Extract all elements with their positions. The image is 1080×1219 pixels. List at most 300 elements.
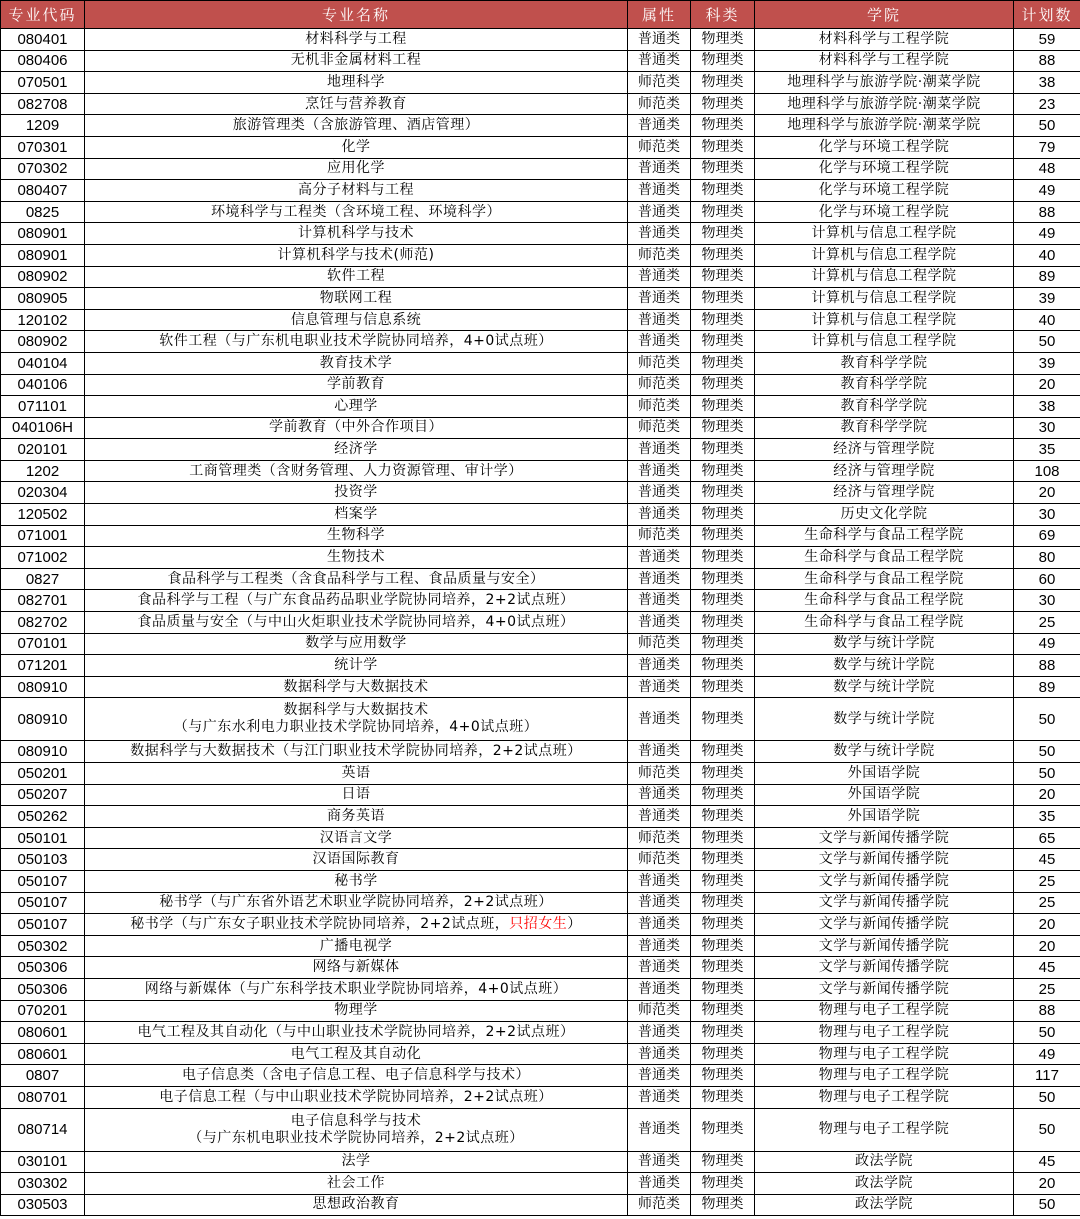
table-row — [1, 309, 1080, 331]
attribute-cell: 普通类 — [628, 935, 691, 957]
plan-count-cell: 25 — [1014, 978, 1080, 1000]
major-name-cell — [85, 1194, 628, 1216]
major-name-cell — [85, 439, 628, 461]
table-row — [1, 568, 1080, 590]
major-name-text: 物理学 — [334, 1002, 378, 1019]
subject-category-cell: 物理类 — [691, 396, 755, 418]
college-cell: 材料科学与工程学院 — [755, 50, 1014, 72]
attribute-cell: 师范类 — [628, 352, 691, 374]
header-name: 专业名称 — [85, 1, 628, 29]
table-row — [1, 914, 1080, 936]
major-name-cell — [85, 201, 628, 223]
major-name-text: 社会工作 — [327, 1174, 385, 1191]
table-row — [1, 655, 1080, 677]
header-code: 专业代码 — [1, 1, 85, 29]
plan-count-cell: 39 — [1014, 288, 1080, 310]
major-name-text: 电子信息类（含电子信息工程、电子信息科学与技术） — [182, 1067, 530, 1084]
major-name-text: 统计学 — [334, 657, 378, 674]
major-code-cell: 080406 — [1, 50, 85, 72]
major-name-cell — [85, 914, 628, 936]
major-name-text: 心理学 — [334, 397, 378, 414]
major-name-cell — [85, 50, 628, 72]
major-name-text: 无机非金属材料工程 — [290, 52, 422, 69]
table-row — [1, 115, 1080, 137]
table-row — [1, 352, 1080, 374]
table-row — [1, 1151, 1080, 1173]
attribute-cell: 普通类 — [628, 1043, 691, 1065]
major-name-text: 计算机科学与技术(师范) — [277, 246, 435, 263]
college-cell: 地理科学与旅游学院·潮菜学院 — [755, 72, 1014, 94]
major-name-cell — [85, 849, 628, 871]
subject-category-cell: 物理类 — [691, 439, 755, 461]
plan-count-cell: 45 — [1014, 1151, 1080, 1173]
subject-category-cell: 物理类 — [691, 784, 755, 806]
college-cell: 数学与统计学院 — [755, 655, 1014, 677]
major-code-cell: 1202 — [1, 460, 85, 482]
attribute-cell: 普通类 — [628, 547, 691, 569]
plan-count-cell: 89 — [1014, 266, 1080, 288]
attribute-cell: 普通类 — [628, 115, 691, 137]
major-code-cell: 050262 — [1, 806, 85, 828]
college-cell: 外国语学院 — [755, 763, 1014, 785]
major-code-cell: 070101 — [1, 633, 85, 655]
college-cell: 物理与电子工程学院 — [755, 1108, 1014, 1151]
subject-category-cell: 物理类 — [691, 331, 755, 353]
major-code-cell: 030302 — [1, 1173, 85, 1195]
major-name-cell — [85, 266, 628, 288]
major-code-cell: 030503 — [1, 1194, 85, 1216]
attribute-cell: 普通类 — [628, 978, 691, 1000]
attribute-cell: 普通类 — [628, 1108, 691, 1151]
plan-count-cell: 20 — [1014, 1173, 1080, 1195]
plan-count-cell: 20 — [1014, 482, 1080, 504]
major-code-cell: 080910 — [1, 676, 85, 698]
major-code-cell: 080910 — [1, 698, 85, 741]
college-cell: 计算机与信息工程学院 — [755, 309, 1014, 331]
college-cell: 政法学院 — [755, 1194, 1014, 1216]
major-name-text: 应用化学 — [327, 160, 385, 177]
subject-category-cell: 物理类 — [691, 957, 755, 979]
table-row — [1, 1108, 1080, 1151]
subject-category-cell: 物理类 — [691, 1194, 755, 1216]
attribute-cell: 师范类 — [628, 374, 691, 396]
subject-category-cell: 物理类 — [691, 612, 755, 634]
attribute-cell: 普通类 — [628, 1065, 691, 1087]
subject-category-cell: 物理类 — [691, 309, 755, 331]
college-cell: 教育科学学院 — [755, 374, 1014, 396]
major-name-cell — [85, 460, 628, 482]
major-code-cell: 050101 — [1, 827, 85, 849]
major-name-cell — [85, 568, 628, 590]
major-name-cell — [85, 352, 628, 374]
subject-category-cell: 物理类 — [691, 568, 755, 590]
major-name-text: 工商管理类（含财务管理、人力资源管理、审计学） — [189, 462, 523, 479]
college-cell: 地理科学与旅游学院·潮菜学院 — [755, 115, 1014, 137]
table-row — [1, 244, 1080, 266]
plan-count-cell: 20 — [1014, 914, 1080, 936]
plan-count-cell: 30 — [1014, 504, 1080, 526]
table-row — [1, 504, 1080, 526]
major-code-cell: 050107 — [1, 870, 85, 892]
college-cell: 政法学院 — [755, 1173, 1014, 1195]
table-row — [1, 1086, 1080, 1108]
major-name-cell — [85, 525, 628, 547]
attribute-cell: 普通类 — [628, 29, 691, 51]
table-row — [1, 1065, 1080, 1087]
college-cell: 计算机与信息工程学院 — [755, 331, 1014, 353]
plan-count-cell: 38 — [1014, 396, 1080, 418]
plan-count-cell: 23 — [1014, 93, 1080, 115]
college-cell: 文学与新闻传播学院 — [755, 870, 1014, 892]
major-name-text: 学前教育 — [327, 376, 385, 393]
major-name-cell — [85, 806, 628, 828]
major-code-cell: 080407 — [1, 180, 85, 202]
major-name-text: 电气工程及其自动化（与中山职业技术学院协同培养，2+2试点班） — [137, 1023, 575, 1040]
plan-count-cell: 40 — [1014, 309, 1080, 331]
attribute-cell: 普通类 — [628, 806, 691, 828]
table-row — [1, 870, 1080, 892]
major-code-cell: 082701 — [1, 590, 85, 612]
college-cell: 材料科学与工程学院 — [755, 29, 1014, 51]
subject-category-cell: 物理类 — [691, 1173, 755, 1195]
subject-category-cell: 物理类 — [691, 374, 755, 396]
table-row — [1, 1173, 1080, 1195]
major-name-cell — [85, 590, 628, 612]
major-name-cell — [85, 1065, 628, 1087]
college-cell: 数学与统计学院 — [755, 741, 1014, 763]
plan-count-cell: 49 — [1014, 1043, 1080, 1065]
subject-category-cell: 物理类 — [691, 525, 755, 547]
attribute-cell: 师范类 — [628, 1000, 691, 1022]
attribute-cell: 普通类 — [628, 1022, 691, 1044]
subject-category-cell: 物理类 — [691, 763, 755, 785]
attribute-cell: 师范类 — [628, 244, 691, 266]
plan-count-cell: 88 — [1014, 655, 1080, 677]
table-row — [1, 439, 1080, 461]
college-cell: 化学与环境工程学院 — [755, 201, 1014, 223]
table-row — [1, 741, 1080, 763]
major-code-cell: 080901 — [1, 244, 85, 266]
plan-count-cell: 50 — [1014, 698, 1080, 741]
major-name-cell — [85, 935, 628, 957]
major-name-text: 教育技术学 — [319, 354, 393, 371]
attribute-cell: 师范类 — [628, 72, 691, 94]
table-row — [1, 935, 1080, 957]
college-cell: 生命科学与食品工程学院 — [755, 590, 1014, 612]
subject-category-cell: 物理类 — [691, 676, 755, 698]
plan-count-cell: 49 — [1014, 180, 1080, 202]
subject-category-cell: 物理类 — [691, 698, 755, 741]
major-name-cell — [85, 870, 628, 892]
major-code-cell: 080910 — [1, 741, 85, 763]
table-row — [1, 827, 1080, 849]
plan-count-cell: 60 — [1014, 568, 1080, 590]
subject-category-cell: 物理类 — [691, 417, 755, 439]
attribute-cell: 师范类 — [628, 633, 691, 655]
attribute-cell: 普通类 — [628, 784, 691, 806]
attribute-cell: 普通类 — [628, 698, 691, 741]
plan-count-cell: 38 — [1014, 72, 1080, 94]
major-name-text: 数学与应用数学 — [305, 635, 407, 652]
major-code-cell: 0827 — [1, 568, 85, 590]
table-row — [1, 50, 1080, 72]
table-row — [1, 763, 1080, 785]
major-name-cell — [85, 223, 628, 245]
major-name-text: 经济学 — [334, 441, 378, 458]
table-row — [1, 784, 1080, 806]
major-code-cell: 070302 — [1, 158, 85, 180]
major-name-text: 计算机科学与技术 — [298, 225, 414, 242]
subject-category-cell: 物理类 — [691, 914, 755, 936]
plan-count-cell: 50 — [1014, 1194, 1080, 1216]
major-name-cell — [85, 1022, 628, 1044]
header-attr: 属性 — [628, 1, 691, 29]
major-name-text: 思想政治教育 — [312, 1196, 400, 1213]
attribute-cell: 普通类 — [628, 741, 691, 763]
major-name-text: 电子信息工程（与中山职业技术学院协同培养，2+2试点班） — [159, 1088, 553, 1105]
table-row — [1, 482, 1080, 504]
major-code-cell: 120102 — [1, 309, 85, 331]
subject-category-cell: 物理类 — [691, 655, 755, 677]
attribute-cell: 普通类 — [628, 331, 691, 353]
college-cell: 文学与新闻传播学院 — [755, 849, 1014, 871]
college-cell: 经济与管理学院 — [755, 460, 1014, 482]
major-name-text: 英语 — [341, 764, 371, 781]
major-name-text: 生物技术 — [327, 549, 385, 566]
major-code-cell: 050107 — [1, 892, 85, 914]
major-name-text: 汉语国际教育 — [312, 851, 400, 868]
college-cell: 数学与统计学院 — [755, 698, 1014, 741]
college-cell: 物理与电子工程学院 — [755, 1086, 1014, 1108]
major-code-cell: 071001 — [1, 525, 85, 547]
subject-category-cell: 物理类 — [691, 93, 755, 115]
subject-category-cell: 物理类 — [691, 72, 755, 94]
major-name-note: （与广东机电职业技术学院协同培养，2+2试点班） — [188, 1129, 524, 1146]
college-cell: 文学与新闻传播学院 — [755, 957, 1014, 979]
major-code-cell: 082708 — [1, 93, 85, 115]
subject-category-cell: 物理类 — [691, 935, 755, 957]
subject-category-cell: 物理类 — [691, 50, 755, 72]
plan-count-cell: 69 — [1014, 525, 1080, 547]
major-code-cell: 082702 — [1, 612, 85, 634]
subject-category-cell: 物理类 — [691, 870, 755, 892]
plan-count-cell: 50 — [1014, 115, 1080, 137]
attribute-cell: 普通类 — [628, 309, 691, 331]
attribute-cell: 普通类 — [628, 612, 691, 634]
major-code-cell: 080714 — [1, 1108, 85, 1151]
major-name-text: 数据科学与大数据技术 — [283, 702, 429, 719]
major-name-text: 秘书学（与广东女子职业技术学院协同培养，2+2试点班， — [130, 915, 510, 932]
major-code-cell: 020304 — [1, 482, 85, 504]
college-cell: 物理与电子工程学院 — [755, 1000, 1014, 1022]
attribute-cell: 师范类 — [628, 1194, 691, 1216]
attribute-cell: 师范类 — [628, 827, 691, 849]
major-code-cell: 080901 — [1, 223, 85, 245]
table-row — [1, 892, 1080, 914]
header-plan: 计划数 — [1014, 1, 1080, 29]
subject-category-cell: 物理类 — [691, 1151, 755, 1173]
major-code-cell: 070501 — [1, 72, 85, 94]
subject-category-cell: 物理类 — [691, 633, 755, 655]
major-code-cell: 071002 — [1, 547, 85, 569]
college-cell: 数学与统计学院 — [755, 633, 1014, 655]
header-row — [1, 1, 1080, 29]
major-name-text: 网络与新媒体（与广东科学技术职业学院协同培养，4+0试点班） — [144, 980, 568, 997]
major-code-cell: 071101 — [1, 396, 85, 418]
college-cell: 教育科学学院 — [755, 417, 1014, 439]
subject-category-cell: 物理类 — [691, 547, 755, 569]
major-code-cell: 070301 — [1, 136, 85, 158]
plan-count-cell: 40 — [1014, 244, 1080, 266]
subject-category-cell: 物理类 — [691, 978, 755, 1000]
subject-category-cell: 物理类 — [691, 115, 755, 137]
college-cell: 地理科学与旅游学院·潮菜学院 — [755, 93, 1014, 115]
table-body — [1, 29, 1080, 1216]
table-row — [1, 288, 1080, 310]
major-code-cell: 080601 — [1, 1022, 85, 1044]
major-name-cell — [85, 180, 628, 202]
college-cell: 教育科学学院 — [755, 396, 1014, 418]
major-name-cell — [85, 547, 628, 569]
major-name-text: 食品质量与安全（与中山火炬职业技术学院协同培养，4+0试点班） — [137, 613, 575, 630]
major-name-text: 电子信息科学与技术 — [290, 1112, 422, 1129]
table-row — [1, 93, 1080, 115]
college-cell: 外国语学院 — [755, 806, 1014, 828]
plan-count-cell: 45 — [1014, 957, 1080, 979]
major-name-cell — [85, 1086, 628, 1108]
table-row — [1, 633, 1080, 655]
subject-category-cell: 物理类 — [691, 827, 755, 849]
attribute-cell: 普通类 — [628, 655, 691, 677]
major-name-text: 秘书学 — [334, 872, 378, 889]
major-name-cell — [85, 331, 628, 353]
subject-category-cell: 物理类 — [691, 201, 755, 223]
major-code-cell: 080401 — [1, 29, 85, 51]
major-code-cell: 050201 — [1, 763, 85, 785]
major-name-cell — [85, 612, 628, 634]
college-cell: 文学与新闻传播学院 — [755, 892, 1014, 914]
major-code-cell: 050306 — [1, 978, 85, 1000]
attribute-cell: 师范类 — [628, 93, 691, 115]
attribute-cell: 普通类 — [628, 1086, 691, 1108]
plan-count-cell: 50 — [1014, 741, 1080, 763]
major-name-cell — [85, 1108, 628, 1151]
major-name-text: 广播电视学 — [319, 937, 393, 954]
attribute-cell: 普通类 — [628, 957, 691, 979]
subject-category-cell: 物理类 — [691, 29, 755, 51]
college-cell: 外国语学院 — [755, 784, 1014, 806]
major-name-cell — [85, 1151, 628, 1173]
major-name-text: 网络与新媒体 — [312, 959, 400, 976]
plan-count-cell: 49 — [1014, 633, 1080, 655]
attribute-cell: 普通类 — [628, 201, 691, 223]
subject-category-cell: 物理类 — [691, 352, 755, 374]
major-code-cell: 080905 — [1, 288, 85, 310]
major-name-text: 秘书学（与广东省外语艺术职业学院协同培养，2+2试点班） — [159, 894, 553, 911]
subject-category-cell: 物理类 — [691, 460, 755, 482]
plan-count-cell: 30 — [1014, 417, 1080, 439]
table-row — [1, 136, 1080, 158]
plan-count-cell: 89 — [1014, 676, 1080, 698]
attribute-cell: 普通类 — [628, 439, 691, 461]
college-cell: 化学与环境工程学院 — [755, 158, 1014, 180]
subject-category-cell: 物理类 — [691, 136, 755, 158]
table-row — [1, 331, 1080, 353]
major-name-cell — [85, 763, 628, 785]
table-row — [1, 460, 1080, 482]
college-cell: 计算机与信息工程学院 — [755, 288, 1014, 310]
subject-category-cell: 物理类 — [691, 741, 755, 763]
table-row — [1, 158, 1080, 180]
attribute-cell: 普通类 — [628, 676, 691, 698]
subject-category-cell: 物理类 — [691, 1043, 755, 1065]
table-row — [1, 957, 1080, 979]
plan-count-cell: 79 — [1014, 136, 1080, 158]
subject-category-cell: 物理类 — [691, 482, 755, 504]
plan-count-cell: 20 — [1014, 784, 1080, 806]
plan-count-cell: 88 — [1014, 50, 1080, 72]
major-name-text: 汉语言文学 — [319, 829, 393, 846]
major-name-text: 烹饪与营养教育 — [305, 95, 407, 112]
major-name-text: 旅游管理类（含旅游管理、酒店管理） — [232, 117, 480, 134]
plan-count-cell: 117 — [1014, 1065, 1080, 1087]
subject-category-cell: 物理类 — [691, 266, 755, 288]
major-code-cell: 050302 — [1, 935, 85, 957]
college-cell: 计算机与信息工程学院 — [755, 244, 1014, 266]
college-cell: 物理与电子工程学院 — [755, 1043, 1014, 1065]
attribute-cell: 普通类 — [628, 590, 691, 612]
major-name-cell — [85, 417, 628, 439]
major-name-cell — [85, 1173, 628, 1195]
major-code-cell: 0807 — [1, 1065, 85, 1087]
header-college: 学院 — [755, 1, 1014, 29]
major-name-text: 数据科学与大数据技术 — [283, 678, 429, 695]
table-row — [1, 72, 1080, 94]
major-code-cell: 1209 — [1, 115, 85, 137]
major-name-cell — [85, 309, 628, 331]
table-row — [1, 1022, 1080, 1044]
attribute-cell: 师范类 — [628, 417, 691, 439]
attribute-cell: 普通类 — [628, 288, 691, 310]
major-name-cell — [85, 72, 628, 94]
table-row — [1, 612, 1080, 634]
major-code-cell: 070201 — [1, 1000, 85, 1022]
major-name-text: 高分子材料与工程 — [298, 181, 414, 198]
plan-count-cell: 35 — [1014, 806, 1080, 828]
plan-count-cell: 80 — [1014, 547, 1080, 569]
table-row — [1, 180, 1080, 202]
major-name-cell — [85, 698, 628, 741]
major-code-cell: 050306 — [1, 957, 85, 979]
major-name-text: 商务英语 — [327, 807, 385, 824]
plan-count-cell: 50 — [1014, 331, 1080, 353]
attribute-cell: 师范类 — [628, 849, 691, 871]
plan-count-cell: 65 — [1014, 827, 1080, 849]
college-cell: 物理与电子工程学院 — [755, 1022, 1014, 1044]
major-code-cell: 050207 — [1, 784, 85, 806]
table-row — [1, 417, 1080, 439]
major-code-cell: 080902 — [1, 331, 85, 353]
female-only-note: 只招女生 — [509, 915, 568, 932]
subject-category-cell: 物理类 — [691, 1065, 755, 1087]
header-category: 科类 — [691, 1, 755, 29]
attribute-cell: 师范类 — [628, 763, 691, 785]
major-name-text: 日语 — [341, 786, 371, 803]
college-cell: 文学与新闻传播学院 — [755, 914, 1014, 936]
plan-count-cell: 88 — [1014, 201, 1080, 223]
subject-category-cell: 物理类 — [691, 1108, 755, 1151]
major-name-cell — [85, 93, 628, 115]
